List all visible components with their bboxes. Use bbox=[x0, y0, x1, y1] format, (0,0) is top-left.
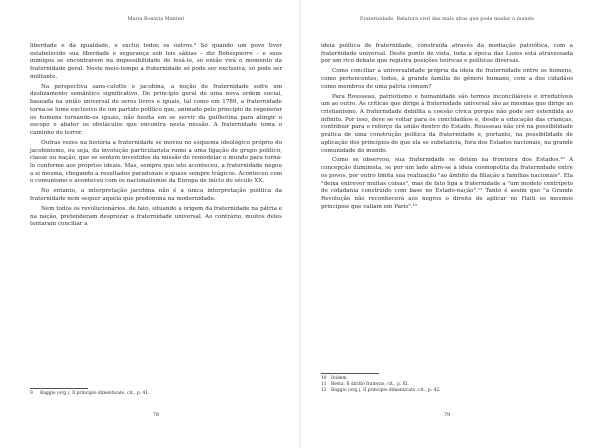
paragraph: Como se observou, sua fraternidade se detém na fronteira dos Estados.¹⁰ A concepção iluminista, se por um lado abre-se à ideia cosmopolita da fraternidade entre os povos, por outro limita sua realização "ao âmbito da filiação a famílias nacionais". Ela "deixa entrever muitas coisas", mas de fato liga a fraternidade a "um modelo centrípeto de cidadania construído com base no Estado-nação".¹¹ Tanto é assim que "a Grande Revolução não reconhecerá aos negros o direito de aplicar no Haiti os mesmos princípios que valiam em Paris".¹² bbox=[321, 157, 573, 210]
left-running-head: Maria Rosaria Manieri bbox=[127, 17, 185, 22]
footnote bbox=[321, 388, 573, 394]
footnote-rule bbox=[321, 373, 379, 374]
footnote-text: Baggio (org.), Il principio dimenticato, cit., p. 42. bbox=[331, 388, 441, 393]
paragraph: Na perspectiva sans-culotte e jacobina, a noção de fraternidade sofre um deslizamento semântico significativo. De princípio geral de uma nova ordem social, baseada na união universal de seres livres e iguais, tal como em 1789, a fraternidade torna-se lume exclusivo de um partido político que, animado pelo princípio de regenerar os homens tornando-os iguais, não hesita em se servir da guilhotina para atingir o escopo e abater os obstáculos que encontra nesta missão. A fraternidade toma o caminho do terror. bbox=[30, 83, 282, 136]
paragraph: Como conciliar a universalidade própria da ideia de fraternidade entre os homens, como pertencentes, todos, à grande família do gênero humano, com a dos cidadãos como membros de uma pátria comum? bbox=[321, 68, 573, 90]
right-page-body bbox=[321, 43, 573, 214]
footnote-number: 9 bbox=[30, 391, 33, 396]
left-footnotes bbox=[30, 391, 282, 397]
book-gutter bbox=[298, 0, 302, 448]
footnote-number: 12 bbox=[321, 388, 327, 393]
right-footnotes bbox=[321, 376, 573, 394]
right-page bbox=[309, 0, 585, 448]
left-page-number: 78 bbox=[152, 412, 160, 418]
footnote-rule bbox=[30, 388, 88, 389]
right-running-head: Fraternidade. Relatora civil das mais altas que pode mudar o mundo bbox=[360, 17, 534, 22]
left-page bbox=[18, 0, 294, 448]
footnote-number: 11 bbox=[321, 382, 327, 387]
paragraph: Para Rousseau, patriotismo e humanidade são termos inconciliáveis e irredutíveis um ao outro. As críticas que dirige à fraternidade universal são as mesmas que dirige ao cristianismo. A fraternidade debilita a coesão cívica porque não pode ser estendida ao infinito. Por isso, deve se voltar para os concidadãos e, desde a educação das crianças, contribuir para o reforço da união dentro do Estado. Rousseau não crê na possibilidade prática de uma construção política da fraternidade e, portanto, na possibilidade de aplicação dos princípios de que ela se substancia, fora dos Estados nacionais, na grande comunidade do mundo. bbox=[321, 93, 573, 154]
paragraph: Outras vezes na história a fraternidade se moveu no esquema ideológico próprio do jacobinismo, ou seja, da involução particularista rumo a uma ligação de grupo político, classe ou nação, que se sentem investidos da missão de remodelar o mundo para torná-lo conforme aos próprios ideais. Mas, sempre que isto aconteceu, a fraternidade negou a si mesma, chegando a resultados paradoxais e quase sempre trágicos. Aconteceu com o comunismo e aconteceu com os nacionalismos da Europa de início do século XX. bbox=[30, 139, 282, 185]
paragraph: ideia política de fraternidade, construída através da mediação patriótica, com a fraternidade universal. Deste ponto de vista, toda a época das Luzes está atravessada por um rico debate que registra posições teóricas e políticas diversas. bbox=[321, 43, 573, 65]
footnote-number: 10 bbox=[321, 376, 327, 381]
paragraph: Nem todos os revolucionários, de fato, situando a origem da fraternidade na pátria e na nação, pretenderam desprezar a fraternidade universal. Ao contrário, muitos deles tentaram conciliar a bbox=[30, 205, 282, 228]
left-page-body bbox=[30, 43, 282, 231]
paragraph: No entanto, a interpretação jacobina não é a única interpretação política da fraternidade nem sequer aquela que predomina na modernidade. bbox=[30, 188, 282, 202]
footnote-text: Baggio (org.), Il principio dimenticato, cit., p. 41. bbox=[40, 391, 150, 396]
right-page-number: 79 bbox=[443, 412, 451, 418]
footnote-text: Resta, Il diritto fraterno, cit., p. XI. bbox=[331, 382, 409, 387]
footnote bbox=[30, 391, 282, 397]
paragraph: liberdade e da igualdade, e exclui todos os outros.⁹ Só quando um povo tiver estabelecido sua liberdade e segurança sob leis sábias – diz Robespierre – e seus inimigos se encontrarem na impossibilidade de lesá-lo, só então virá o momento da fraternidade geral. Neste meio-tempo a fraternidade só pode ser exclusiva, só pode ser militante. bbox=[30, 43, 282, 80]
footnote-text: Ibidem. bbox=[331, 376, 348, 381]
